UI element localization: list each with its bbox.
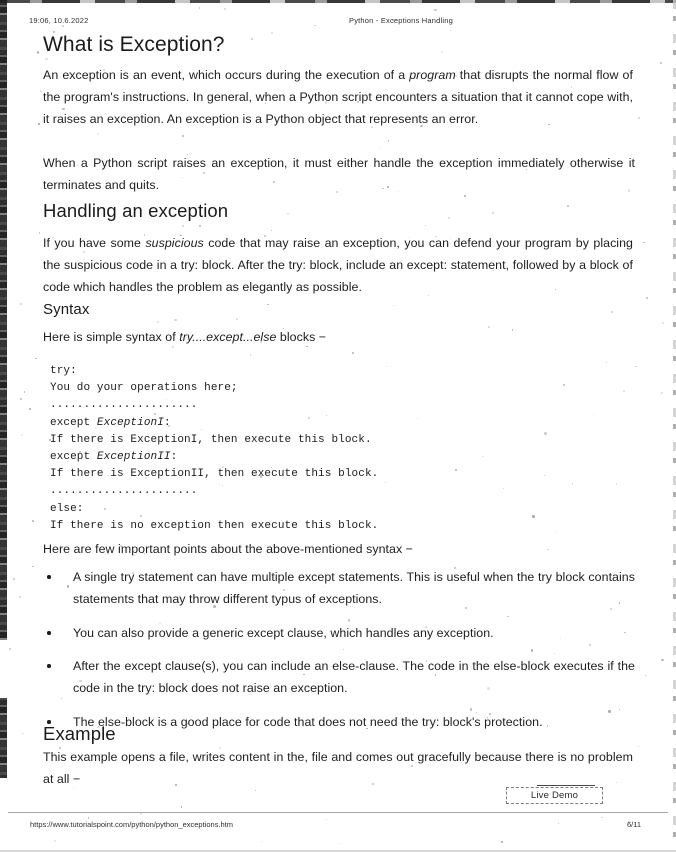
handling-text-a: If you have some: [43, 236, 146, 250]
intro-emphasis-program: program: [409, 68, 456, 82]
footer-page-number: 6/11: [627, 820, 642, 829]
list-item: A single try statement can have multiple except statements. This is useful when the try block contains statements that may throw different typus of exceptions.: [43, 566, 635, 610]
points-lead-paragraph: Here are few important points about the above-mentioned syntax −: [43, 542, 413, 556]
header-document-title: Python - Exceptions Handling: [349, 16, 453, 25]
footer-divider: [8, 812, 668, 813]
handling-text-b: code that may raise an exception, you can defend your program by placing the suspicious code in a try: block. After the try: block, include an except: statement, followed by a block of code which handles the problem as elegantly as possible.: [43, 236, 633, 294]
list-item: You can also provide a generic except clause, which handles any exception.: [43, 622, 635, 644]
syntax-lead-emphasis: try....except...else: [179, 330, 277, 344]
example-paragraph: This example opens a file, writes content in the, file and comes out gracefully because there is no problem at all −: [43, 750, 633, 786]
footer-source-url: https://www.tutorialspoint.com/python/python_exceptions.htm: [30, 820, 234, 829]
section-heading-handling: Handling an exception: [43, 200, 229, 221]
handling-emphasis-suspicious: suspicious: [145, 236, 204, 250]
handling-paragraph: [43, 232, 633, 298]
intro-text-a: An exception is an event, which occurs during the execution of a: [43, 68, 410, 82]
page-title: What is Exception?: [43, 33, 225, 56]
list-item: The else-block is a good place for code that does not need the try: block's protection.: [43, 711, 635, 733]
intro-paragraph: [43, 64, 633, 130]
live-demo-top-rule: [537, 785, 595, 786]
raises-paragraph: When a Python script raises an exception, it must either handle the exception immediately otherwise it terminates and quits.: [43, 156, 635, 192]
section-heading-syntax: Syntax: [43, 301, 90, 318]
code-exception-name: ExceptionI: [96, 416, 164, 429]
syntax-lead-a: Here is simple syntax of: [43, 330, 180, 344]
live-demo-button[interactable]: [506, 787, 603, 804]
code-exception-name: ExceptionII: [96, 451, 171, 464]
header-date-stamp: 19:06, 10.6.2022: [29, 16, 89, 25]
list-item: After the except clause(s), you can include an else-clause. The code in the else-block executes if the code in the try: block does not raise an exception.: [43, 655, 635, 699]
syntax-code-block: try: You do your operations here; ...................... except ExceptionI: If there is ExceptionI, then execute this block. except ExceptionII: If there is ExceptionII, then execute this block. ...................... else: If there is no exception then execute this block.: [50, 365, 379, 532]
syntax-points-list: [43, 566, 635, 745]
section-heading-example: Example: [43, 723, 116, 744]
syntax-lead-paragraph: [43, 326, 463, 348]
live-demo-label: Live Demo: [530, 790, 579, 801]
syntax-lead-b: blocks −: [276, 330, 327, 344]
intro-text-b: that disrupts the normal flow of the program's instructions. In general, when a Python script encounters a situation that it cannot cope with, it raises an exception. An exception is a Python object that represents an error.: [43, 68, 633, 126]
